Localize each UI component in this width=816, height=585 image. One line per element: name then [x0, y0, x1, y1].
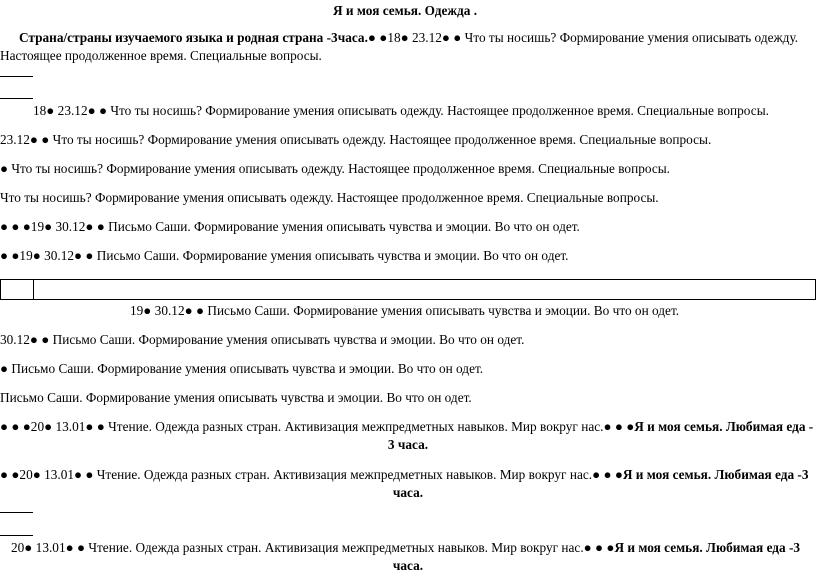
short-rule — [0, 76, 33, 77]
bullet: ● — [367, 30, 376, 45]
section-heading-line — [19, 29, 798, 46]
bullet: ● — [453, 30, 462, 45]
lesson-line: ● ●20● 13.01● ● Чтение. Одежда разных стран. Активизация межпредметных навыков. Мир вокруг нас.● ● ●Я и моя семья. Любимая еда -3 — [0, 467, 809, 482]
table-row — [0, 279, 816, 300]
page-title: Я и моя семья. Одежда . — [333, 3, 478, 18]
short-rule — [0, 535, 33, 536]
lesson-line: 18● 23.12● ● Что ты носишь? Формирование умения описывать одежду. Настоящее продолженное время. Специальные вопросы. — [33, 103, 769, 118]
lesson-line: ● ● ●20● 13.01● ● Чтение. Одежда разных стран. Активизация межпредметных навыков. Мир вокруг нас.● ● ●Я и моя семья. Любимая еда - — [0, 419, 814, 434]
table-border — [33, 279, 34, 300]
lesson-number: 18 — [387, 30, 401, 45]
lesson-line-cont: часа. — [392, 558, 424, 573]
section-heading: Страна/страны изучаемого языка и родная страна -3часа. — [19, 30, 368, 45]
lesson-line: 20● 13.01● ● Чтение. Одежда разных стран. Активизация межпредметных навыков. Мир вокруг нас.● ● ●Я и моя семья. Любимая еда -3 — [11, 540, 801, 555]
lesson-line: 23.12● ● Что ты носишь? Формирование умения описывать одежду. Настоящее продолженное время. Специальные вопросы. — [0, 132, 712, 147]
lesson-line: Письмо Саши. Формирование умения описывать чувства и эмоции. Во что он одет. — [0, 390, 472, 405]
table-border — [0, 279, 1, 300]
lesson-topic: Что ты носишь? Формирование умения описывать одежду. — [464, 30, 799, 45]
bullet: ● — [441, 30, 450, 45]
lesson-line: 19● 30.12● ● Письмо Саши. Формирование умения описывать чувства и эмоции. Во что он одет. — [130, 303, 680, 318]
lesson-line: Что ты носишь? Формирование умения описывать одежду. Настоящее продолженное время. Специальные вопросы. — [0, 190, 659, 205]
lesson-line-cont: 3 часа. — [387, 437, 429, 452]
lesson-line: ● Что ты носишь? Формирование умения описывать одежду. Настоящее продолженное время. Специальные вопросы. — [0, 161, 670, 176]
lesson-line: ● ● ●19● 30.12● ● Письмо Саши. Формирование умения описывать чувства и эмоции. Во что он одет. — [0, 219, 580, 234]
lesson-line: ● ●19● 30.12● ● Письмо Саши. Формирование умения описывать чувства и эмоции. Во что он одет. — [0, 248, 569, 263]
short-rule — [0, 98, 33, 99]
lesson-topic-cont: Настоящее продолженное время. Специальные вопросы. — [0, 48, 322, 63]
lesson-line-cont: часа. — [392, 485, 424, 500]
lesson-line: ● Письмо Саши. Формирование умения описывать чувства и эмоции. Во что он одет. — [0, 361, 484, 376]
lesson-date: 23.12 — [412, 30, 442, 45]
short-rule — [0, 512, 33, 513]
bullet: ● — [400, 30, 409, 45]
lesson-line: 30.12● ● Письмо Саши. Формирование умения описывать чувства и эмоции. Во что он одет. — [0, 332, 525, 347]
bullet: ● — [379, 30, 388, 45]
